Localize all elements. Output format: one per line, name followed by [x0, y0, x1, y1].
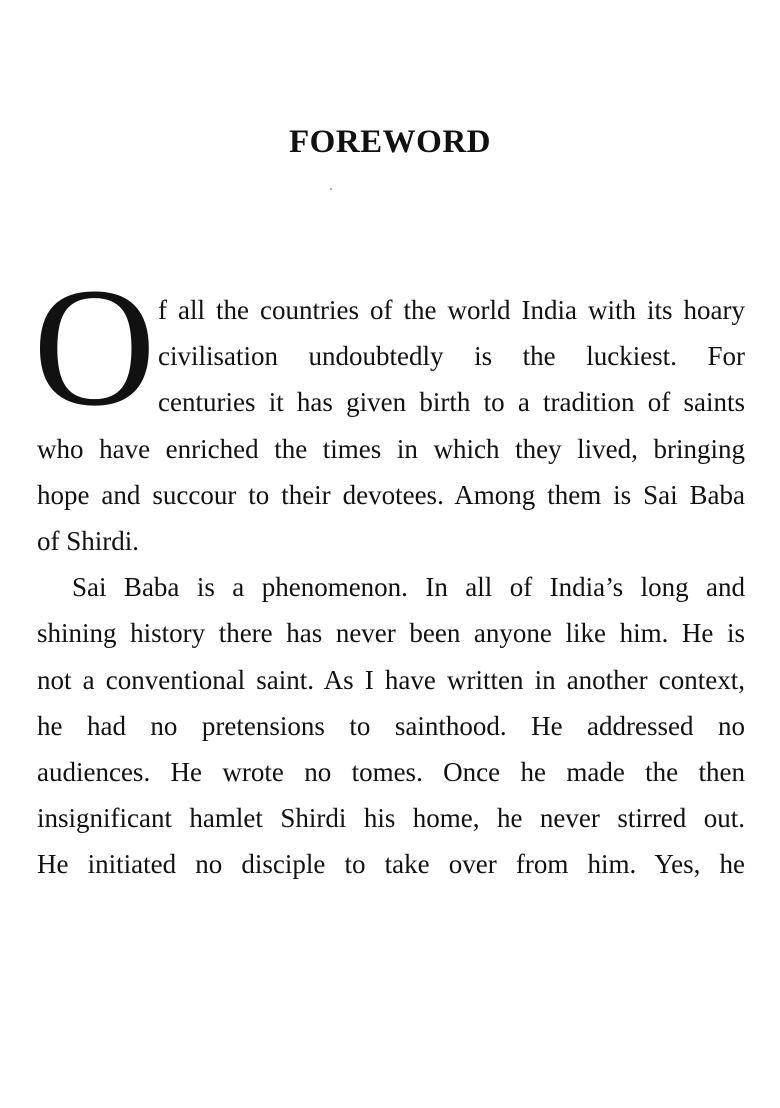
text-line: shining history there has never been anyone like him. He is [37, 618, 745, 649]
text-line: centuries it has given birth to a tradition of saints [158, 387, 745, 418]
text-line: he had no pretensions to sainthood. He addressed no [37, 710, 745, 741]
text-line: civilisation undoubtedly is the luckiest. For [158, 341, 745, 372]
page-title: FOREWORD [289, 124, 491, 160]
text-line: He initiated no disciple to take over from him. Yes, he [37, 849, 745, 880]
print-speck [330, 188, 332, 190]
text-line: hope and succour to their devotees. Among them is Sai Baba [37, 479, 745, 510]
text-line: audiences. He wrote no tomes. Once he made the then [37, 756, 745, 787]
foreword-body [37, 287, 745, 887]
text-line: f all the countries of the world India with its hoary [158, 295, 745, 325]
text-line: not a conventional saint. As I have written in another context, [37, 664, 745, 695]
text-line: Sai Baba is a phenomenon. In all of India’s long and [72, 572, 745, 603]
text-line: insignificant hamlet Shirdi his home, he never stirred out. [37, 803, 745, 834]
drop-cap: O [33, 253, 156, 441]
text-line: of Shirdi. [37, 525, 140, 556]
text-line: who have enriched the times in which they lived, bringing [37, 433, 745, 464]
